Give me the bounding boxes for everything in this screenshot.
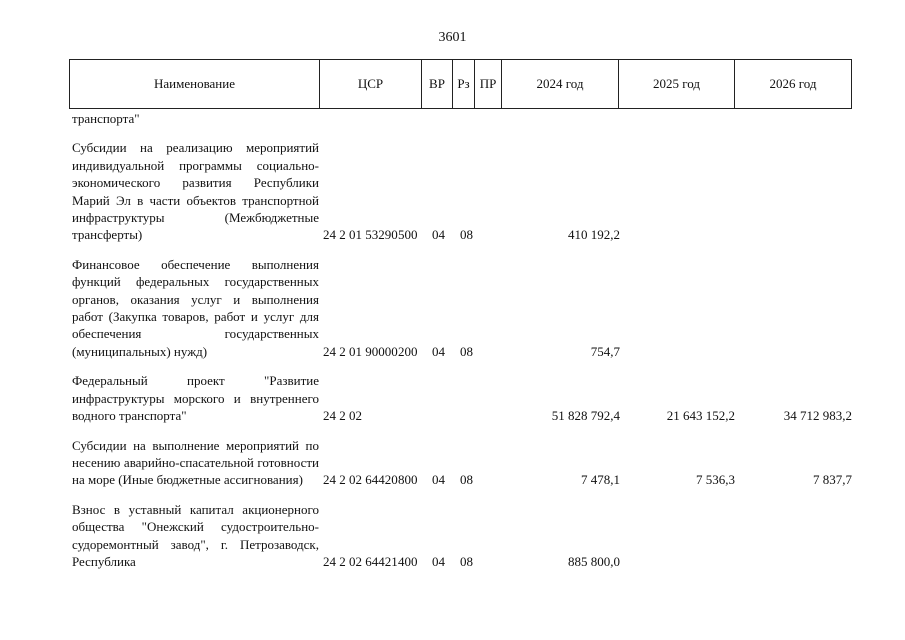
row-2024: 51 828 792,4	[551, 408, 620, 424]
table-row	[72, 501, 852, 571]
header-name: Наименование	[70, 60, 320, 109]
row-2024: 754,7	[590, 343, 620, 359]
row-rz: 04	[432, 472, 445, 488]
table-header	[69, 59, 852, 109]
table-body	[72, 110, 852, 570]
table-row	[72, 139, 852, 243]
row-2024: 7 478,1	[581, 472, 620, 488]
row-2024: 885 800,0	[568, 553, 620, 569]
row-pr: 08	[460, 472, 473, 488]
row-rz: 04	[432, 227, 445, 243]
row-name: Финансовое обеспечение выполнения функций федеральных государственных органов, оказания услуг и выполнения работ (Закупка товаров, работ и услуг для обеспечения государственных (муниципальных) нужд)	[72, 256, 319, 359]
row-name: Федеральный проект "Развитие инфраструктуры морского и внутреннего водного транспорта"	[72, 373, 319, 424]
row-pr: 08	[460, 343, 473, 359]
header-vr: ВР	[422, 60, 453, 109]
row-csr: 24 2 02 64421	[323, 553, 398, 569]
row-pr: 08	[460, 227, 473, 243]
row-2026: 34 712 983,2	[783, 408, 852, 424]
row-name: Взнос в уставный капитал акционерного общества "Онежский судостроительно-судоремонтный завод", г. Петрозаводск, Республика	[72, 501, 319, 569]
row-pr: 08	[460, 553, 473, 569]
row-name: Субсидии на реализацию мероприятий индивидуальной программы социально-экономического развития Республики Марий Эл в части объектов транспортной инфраструктуры (Межбюджетные трансферты)	[72, 140, 319, 243]
row-2025: 7 536,3	[696, 472, 735, 488]
row-2025: 21 643 152,2	[666, 408, 735, 424]
table-row	[72, 372, 852, 424]
header-csr: ЦСР	[320, 60, 422, 109]
header-2024: 2024 год	[502, 60, 619, 109]
header-2025: 2025 год	[619, 60, 735, 109]
row-vr: 500	[398, 227, 418, 243]
table-row	[72, 437, 852, 489]
row-rz: 04	[432, 553, 445, 569]
row-name: Субсидии на выполнение мероприятий по несению аварийно-спасательной готовности на море (Иные бюджетные ассигнования)	[72, 437, 319, 488]
row-2026: 7 837,7	[813, 472, 852, 488]
page-number: 3601	[438, 30, 467, 45]
row-csr: 24 2 01 53290	[323, 227, 398, 243]
row-rz: 04	[432, 343, 445, 359]
table-row	[72, 110, 852, 127]
header-rz: Рз	[453, 60, 475, 109]
table-row	[72, 256, 852, 360]
header-pr: ПР	[475, 60, 502, 109]
row-vr: 200	[398, 343, 418, 359]
row-name: транспорта"	[72, 111, 140, 126]
row-2024: 410 192,2	[568, 227, 620, 243]
row-csr: 24 2 02 64420	[323, 472, 398, 488]
row-vr: 400	[398, 553, 418, 569]
header-2026: 2026 год	[735, 60, 852, 109]
row-csr: 24 2 01 90000	[323, 343, 398, 359]
row-vr: 800	[398, 472, 418, 488]
row-csr: 24 2 02	[323, 408, 362, 424]
